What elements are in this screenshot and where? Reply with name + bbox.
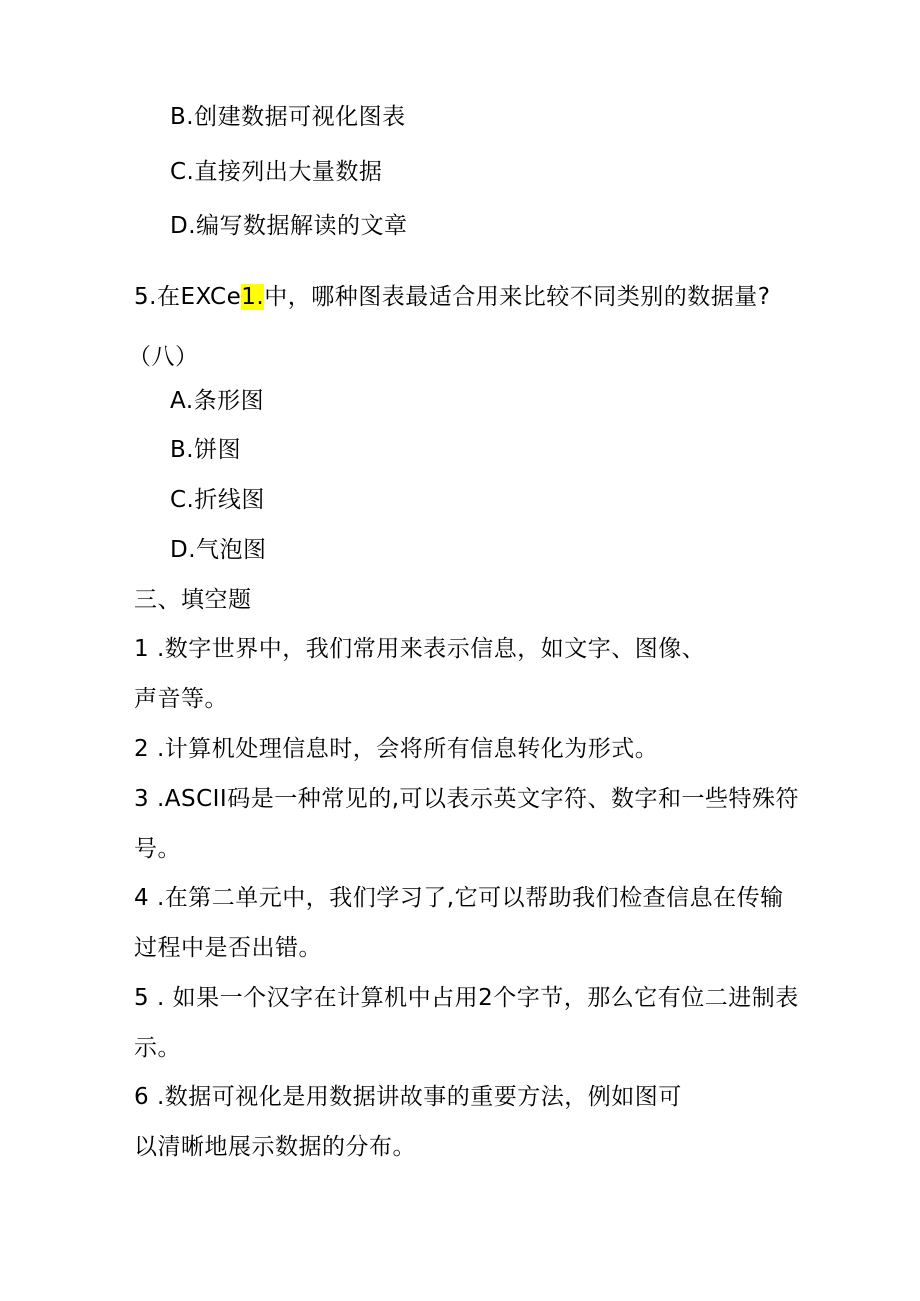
fill-item-6-line1: 6 .数据可视化是用数据讲故事的重要方法，例如图可: [134, 1084, 682, 1110]
q5-question: [134, 282, 770, 312]
section-title: 三、填空题: [134, 587, 252, 613]
fill-item-5-line2: 示。: [134, 1035, 181, 1061]
fill-item-3-line2: 号。: [134, 836, 181, 862]
q5-option-d: D.气泡图: [170, 537, 267, 563]
fill-item-4-line1: 4 .在第二单元中，我们学习了,它可以帮助我们检查信息在传输: [134, 885, 784, 911]
fill-item-4-line2: 过程中是否出错。: [134, 935, 322, 961]
fill-item-3-line1: 3 .ASCII码是一种常见的,可以表示英文字符、数字和一些特殊符: [134, 786, 800, 812]
q5-option-a: A.条形图: [170, 388, 265, 414]
fill-item-1-line1: 1 .数字世界中，我们常用来表示信息，如文字、图像、: [134, 636, 706, 662]
q5-question-suffix: 中，哪种图表最适合用来比较不同类别的数据量?: [264, 284, 771, 310]
fill-item-2-line1: 2 .计算机处理信息时，会将所有信息转化为形式。: [134, 736, 659, 762]
q5-highlighted-text: 1.: [241, 284, 265, 310]
q4-option-c: C.直接列出大量数据: [170, 159, 383, 185]
fill-item-6-line2: 以清晰地展示数据的分布。: [134, 1134, 416, 1160]
q5-option-b: B.饼图: [170, 437, 242, 463]
fill-item-5-line1: 5 . 如果一个汉字在计算机中占用2个字节，那么它有位二进制表: [134, 985, 799, 1011]
q5-answer: （八）: [128, 344, 199, 370]
q4-option-b: B.创建数据可视化图表: [170, 104, 406, 130]
q4-option-d: D.编写数据解读的文章: [170, 213, 408, 239]
q5-option-c: C.折线图: [170, 487, 265, 513]
q5-question-prefix: 5.在EXCe: [134, 284, 242, 310]
fill-item-1-line2: 声音等。: [134, 686, 228, 712]
